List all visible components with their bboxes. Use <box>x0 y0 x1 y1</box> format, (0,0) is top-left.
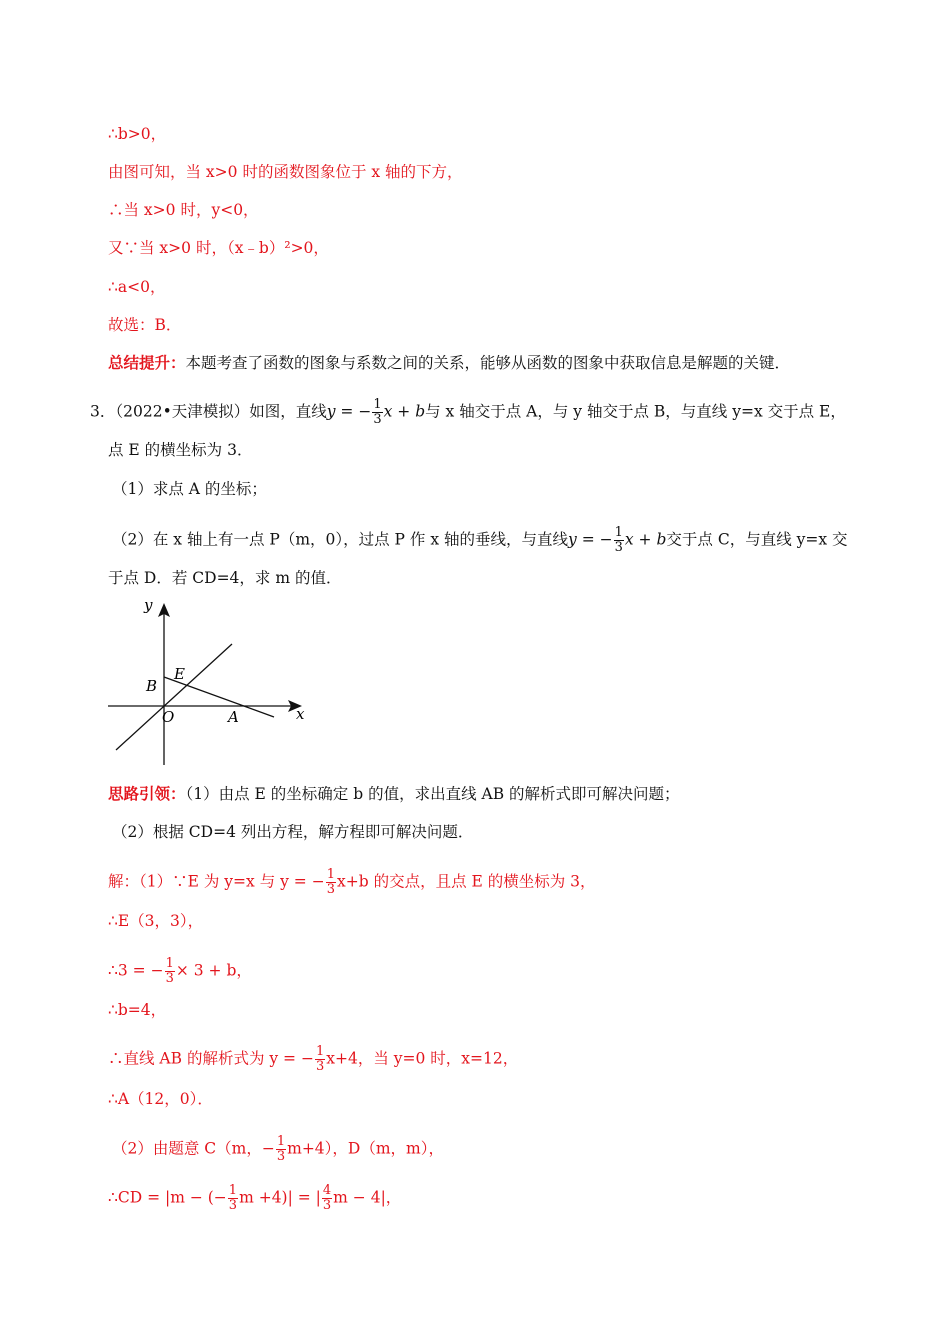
solution-step-3: ∴3 = − $\frac{1}{3}$ × 3 + b， <box>108 956 252 986</box>
question-1: （1）求点 A 的坐标； <box>112 480 267 498</box>
summary-text: 本题考查了函数的图象与系数之间的关系，能够从函数的图象中获取信息是解题的关键． <box>185 354 791 372</box>
q2-eq-post: x + b <box>624 530 667 549</box>
problem-3-stem <box>90 398 846 427</box>
q2-part-a: （2）在 x 轴上有一点 P（m，0），过点 P 作 x 轴的垂线，与直线 <box>112 530 569 549</box>
line-ab <box>164 677 274 717</box>
problem-number: 3． <box>90 402 116 421</box>
question-2-cont: 于点 D．若 CD=4，求 m 的值． <box>108 569 342 587</box>
eq1-pre: y = − <box>326 402 372 421</box>
summary-label: 总结提升： <box>108 353 186 372</box>
solution-line-y-negative: ∴当 x>0 时，y<0， <box>108 201 259 219</box>
q2-fraction: $\frac{1}{3}$ <box>614 525 623 555</box>
solution-step-1: 解：（1）∵E 为 y=x 与 y = − $\frac{1}{3}$ x+b 的交点，且点 E 的横坐标为 3， <box>108 867 596 897</box>
solution-step-4: ∴b=4， <box>108 1001 167 1019</box>
label-e: E <box>174 665 185 683</box>
solution-step-7: （2）由题意 C（m，− $\frac{1}{3}$ m+4），D（m，m）， <box>112 1134 444 1164</box>
label-y: y <box>144 596 153 614</box>
hint-line-1 <box>108 784 680 804</box>
solution-step-5: ∴直线 AB 的解析式为 y = − $\frac{1}{3}$ x+4，当 y=0 时，x=12， <box>108 1044 519 1074</box>
label-x: x <box>296 705 305 723</box>
hint-label: 思路引领： <box>108 784 186 803</box>
stem-part-b: 与 x 轴交于点 A，与 y 轴交于点 B，与直线 y=x 交于点 E， <box>425 402 846 421</box>
solution-line-square-positive: 又∵当 x>0 时，（x﹣b）²>0， <box>108 239 329 257</box>
stem-part-a: 如图，直线 <box>249 402 327 421</box>
solution-step-6: ∴A（12，0）． <box>108 1090 213 1108</box>
solution-step-2: ∴E（3，3）， <box>108 912 204 930</box>
q2-eq-pre: y = − <box>568 530 613 549</box>
summary-line <box>108 353 790 373</box>
problem-source: （2022•天津模拟） <box>115 402 250 421</box>
label-b: B <box>146 677 158 695</box>
solution-line-graph-below-axis: 由图可知，当 x>0 时的函数图象位于 x 轴的下方， <box>108 163 463 181</box>
line-y-equals-x <box>116 644 232 750</box>
q2-part-b: 交于点 C，与直线 y=x 交 <box>666 530 848 549</box>
solution-line-answer: 故选：B． <box>108 316 182 334</box>
question-2 <box>112 526 848 555</box>
hint-text-1: （1）由点 E 的坐标确定 b 的值，求出直线 AB 的解析式即可解决问题； <box>185 785 680 803</box>
coordinate-figure <box>100 595 320 770</box>
solution-step-8: ∴CD = |m − (− $\frac{1}{3}$ m +4)| = | $\frac{4}{3}$ m − 4|， <box>108 1183 402 1213</box>
solution-line-b-positive: ∴b>0， <box>108 125 167 143</box>
solution-line-a-negative: ∴a<0， <box>108 278 166 296</box>
eq1-fraction: $\frac{1}{3}$ <box>373 397 382 427</box>
eq1-post: x + b <box>383 402 426 421</box>
problem-3-stem-cont: 点 E 的横坐标为 3． <box>108 441 253 459</box>
label-a: A <box>228 708 239 726</box>
hint-line-2: （2）根据 CD=4 列出方程，解方程即可解决问题． <box>112 823 474 841</box>
label-o: O <box>162 708 175 726</box>
